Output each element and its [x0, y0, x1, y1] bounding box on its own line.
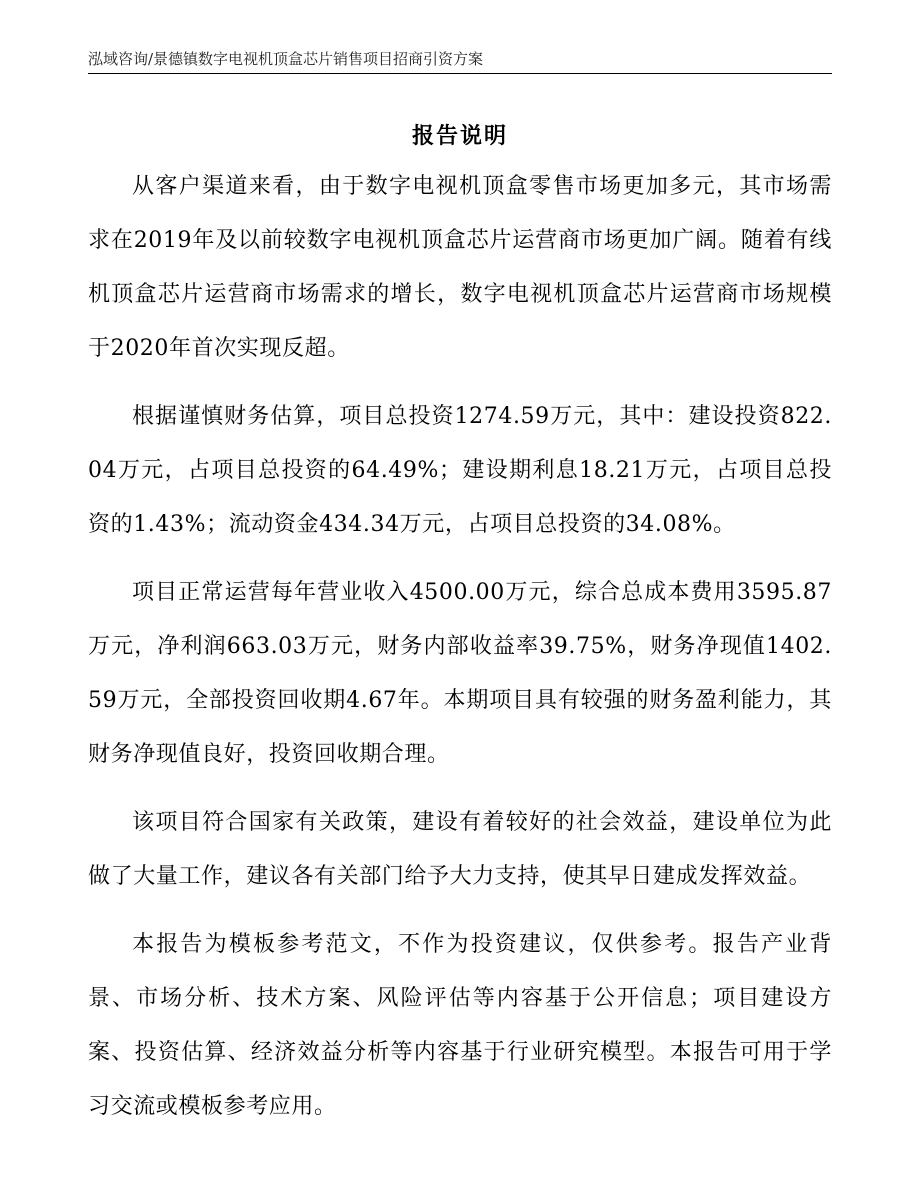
paragraph-investment-estimate: 根据谨慎财务估算，项目总投资1274.59万元，其中：建设投资822.04万元，占项目总投资的64.49%；建设期利息18.21万元，占项目总投资的1.43%；流动资金434.34万元，占项目总投资的34.08%。	[88, 404, 832, 537]
paragraph-policy-support: 该项目符合国家有关政策，建设有着较好的社会效益，建设单位为此做了大量工作，建议各有关部门给予大力支持，使其早日建成发挥效益。	[88, 810, 832, 889]
paragraph-customer-channels: 从客户渠道来看，由于数字电视机顶盒零售市场更加多元，其市场需求在2019年及以前较数字电视机顶盒芯片运营商市场更加广阔。随着有线机顶盒芯片运营商市场需求的增长，数字电视机顶盒芯片运营商市场规模于2020年首次实现反超。	[88, 174, 832, 361]
report-body	[88, 160, 832, 1148]
running-header: 泓域咨询/景德镇数字电视机顶盒芯片销售项目招商引资方案	[88, 47, 832, 74]
page-title: 报告说明	[411, 123, 508, 149]
paragraph-disclaimer: 本报告为模板参考范文，不作为投资建议，仅供参考。报告产业背景、市场分析、技术方案、风险评估等内容基于公开信息；项目建设方案、投资估算、经济效益分析等内容基于行业研究模型。本报告可用于学习交流或模板参考应用。	[88, 932, 832, 1119]
paragraph-financial-returns: 项目正常运营每年营业收入4500.00万元，综合总成本费用3595.87万元，净利润663.03万元，财务内部收益率39.75%，财务净现值1402.59万元，全部投资回收期4.67年。本期项目具有较强的财务盈利能力，其财务净现值良好，投资回收期合理。	[88, 580, 832, 767]
